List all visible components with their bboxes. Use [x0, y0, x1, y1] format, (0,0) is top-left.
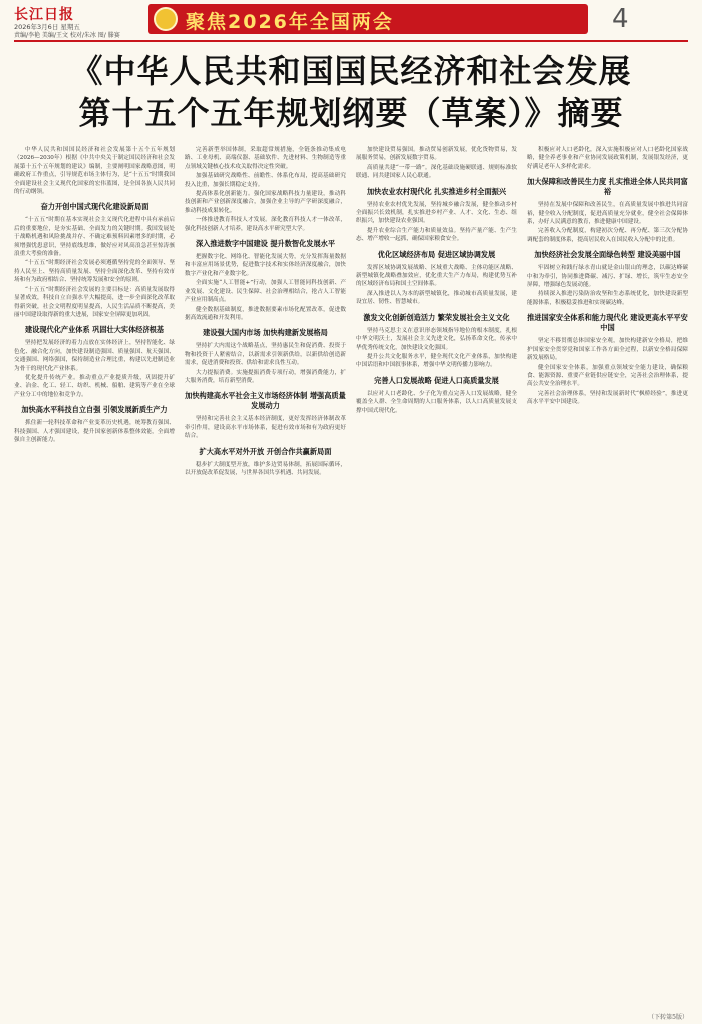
- section-heading: 建设现代化产业体系 巩固壮大实体经济根基: [24, 325, 165, 335]
- section-heading: 激发文化创新创造活力 繁荣发展社会主义文化: [363, 312, 510, 322]
- section-heading: 深入推进数字中国建设 提升数智化发展水平: [195, 239, 336, 249]
- paragraph: 一体推进教育科技人才发展。深化教育科技人才一体改革，强化科技创新人才培养，建设高水平研究型大学。: [185, 217, 346, 232]
- paragraph: 持续深入推进污染防治攻坚和生态系统优化，加快建设新型能源体系，积极稳妥推进和实现碳达峰。: [527, 291, 688, 306]
- article-column: [185, 146, 346, 1012]
- section-heading: 完善人口发展战略 促进人口高质量发展: [374, 375, 499, 385]
- paragraph: 提升农业综合生产能力和质量效益。坚持产量产能、生产生态、增产增收一起抓，确保国家粮食安全。: [356, 227, 517, 243]
- headline-line-1: 《中华人民共和国国民经济和社会发展: [70, 52, 632, 90]
- paragraph: 坚持在发展中保障和改善民生，在高质量发展中推进共同富裕，健全收入分配制度，促进高质量充分就业，健全社会保障体系，办好人民满意的教育，推进健康中国建设。: [527, 202, 688, 226]
- paragraph: 全面实施“人工智能+”行动，加强人工智能同科技创新、产业发展、文化建设、民生保障、社会治理相结合，抢占人工智能产业应用制高点。: [185, 280, 346, 304]
- paragraph: “十五五”时期在基本实现社会主义现代化进程中具有承前启后的重要地位，是夯实基础、全面发力的关键时期。我国发展处于战略机遇和风险挑战并存、不确定难预料因素增多的时期，必须增强忧患意识，坚持底线思维，做好应对风高浪急甚至惊涛骇浪重大考验的准备。: [14, 217, 175, 258]
- paragraph: 抓住新一轮科技革命和产业变革历史机遇，统筹教育强国、科技强国、人才强国建设，提升国家创新体系整体效能，全面增强自主创新能力。: [14, 420, 175, 443]
- section-heading: 加快农业农村现代化 扎实推进乡村全面振兴: [366, 186, 507, 196]
- paragraph: 稳步扩大制度型开放，维护多边贸易体制，拓展国际循环，以开放促改革促发展，与世界各国共享机遇、共同发展。: [185, 461, 346, 476]
- paragraph: 健全国家安全体系，加强重点领域安全能力建设，确保粮食、能源资源、重要产业链供应链安全，完善社会治理体系，提高公共安全治理水平。: [527, 364, 688, 388]
- topic-banner: [148, 4, 588, 34]
- header-rule: [14, 40, 688, 42]
- paragraph: 完善社会治理体系，坚持和发展新时代“枫桥经验”，推进更高水平平安中国建设。: [527, 390, 688, 406]
- paragraph: 坚持扩大内需这个战略基点，坚持惠民生和促消费、投资于物和投资于人紧密结合，以新需求引领新供给，以新供给创造新需求，促进消费和投资、供给和需求良性互动。: [185, 343, 346, 367]
- paragraph: 大力提振消费。实施提振消费专项行动，增强消费能力，扩大服务消费，培育新型消费。: [185, 369, 346, 384]
- paragraph: 完善新型举国体制，采取超常规措施，全链条推动集成电路、工业母机、高端仪器、基础软件、先进材料、生物制造等重点领域关键核心技术攻关取得决定性突破。: [185, 147, 346, 170]
- newspaper-logo: 长江日报: [14, 7, 74, 23]
- paragraph: 以应对人口老龄化、少子化为重点完善人口发展战略，健全覆盖全人群、全生命周期的人口服务体系，以人口高质量发展支撑中国式现代化。: [356, 390, 517, 414]
- paragraph: 把握数字化、网络化、智能化发展大势，充分发挥海量数据和丰富应用场景优势，促进数字技术和实体经济深度融合，加快数字产业化和产业数字化。: [185, 254, 346, 277]
- page-number: 4: [612, 4, 629, 34]
- paragraph: “十五五”时期经济社会发展的主要目标是：高质量发展取得显著成效，科技自立自强水平大幅提高，进一步全面深化改革取得新突破，社会文明程度明显提高，人民生活品质不断提高，美丽中国建设取得新的重大进展，国家安全屏障更加巩固。: [14, 286, 175, 318]
- banner-title: 聚焦2026年全国两会: [186, 11, 394, 33]
- section-heading: 优化区域经济布局 促进区域协调发展: [377, 249, 496, 259]
- paragraph: 高质量共建“一带一路”。深化基础设施硬联通、规则标准软联通、同共建国家人民心联通。: [356, 164, 517, 180]
- headline-line-2: 第十五个五年规划纲要（草案）》摘要: [78, 94, 624, 132]
- section-heading: 加快高水平科技自立自强 引领发展新质生产力: [21, 405, 168, 415]
- headline: [14, 50, 688, 134]
- paragraph: 牢固树立和践行绿水青山就是金山银山的理念，以碳达峰碳中和为牵引，协同推进降碳、减污、扩绿、增长，筑牢生态安全屏障，增强绿色发展动能。: [527, 265, 688, 289]
- paragraph: 坚定不移贯彻总体国家安全观，加快构建新安全格局，把维护国家安全贯穿党和国家工作各方面全过程，以新安全格局保障新发展格局。: [527, 338, 688, 362]
- editor-line: 责编/李艳 美编/王文 校对/朱冰 图/ 滕赛: [14, 32, 120, 39]
- paragraph: 提升公共文化服务水平，健全现代文化产业体系，加快构建中国话语和中国叙事体系，增强中华文明传播力影响力。: [356, 353, 517, 369]
- article-column: [356, 146, 517, 1012]
- section-heading: 加大保障和改善民生力度 扎实推进全体人民共同富裕: [527, 177, 688, 197]
- section-heading: 推进国家安全体系和能力现代化 建设更高水平平安中国: [527, 313, 688, 333]
- section-heading: 加快经济社会发展全面绿色转型 建设美丽中国: [534, 250, 681, 260]
- paragraph: 健全数据基础制度，推进数据要素市场化配置改革，促进数据高效流通和开发利用。: [185, 306, 346, 321]
- paragraph: “十五五”时期经济社会发展必须遵循坚持党的全面领导、坚持人民至上、坚持高质量发展、坚持全面深化改革、坚持有效市场和有为政府相结合、坚持统筹发展和安全的原则。: [14, 260, 175, 284]
- date-line: 2026年3月6日 星期五: [14, 23, 80, 31]
- paragraph: 中华人民共和国国民经济和社会发展第十五个五年规划（2026—2030年）根据《中共中央关于制定国民经济和社会发展第十五个五年规划的建议》编制，主要阐明国家战略意图，明确政府工作重点，引导规范市场主体行为，是“十五五”时期我国全面建设社会主义现代化国家的宏伟蓝图，是全国各族人民共同的行动纲领。: [14, 147, 175, 196]
- paragraph: 发挥区域协调发展战略、区域重大战略、主体功能区战略、新型城镇化战略叠加效应，优化重大生产力布局，构建优势互补的区域经济布局和国土空间体系。: [356, 264, 517, 288]
- continuation-note: （下转第5版）: [648, 1014, 688, 1021]
- paragraph: 坚持和完善社会主义基本经济制度，更好发挥经济体制改革牵引作用，建设高水平市场体系，促进有效市场和有为政府更好结合。: [185, 416, 346, 440]
- paragraph: 加快建设贸易强国。推动贸易创新发展，优化货物贸易，发展服务贸易，创新发展数字贸易。: [356, 147, 517, 162]
- paragraph: 提高体系化创新能力。强化国家战略科技力量建设，推动科技创新和产业创新深度融合，加强企业主导的产学研深度融合，推动科技成果转化。: [185, 191, 346, 214]
- section-heading: 建设强大国内市场 加快构建新发展格局: [203, 328, 328, 338]
- paragraph: 积极应对人口老龄化，深入实施积极应对人口老龄化国家战略，健全养老事业和产业协同发展政策机制，发展银发经济，更好满足老年人多样化需求。: [527, 147, 688, 170]
- paragraph: 坚持农业农村优先发展，坚持城乡融合发展，健全推动乡村全面振兴长效机制，扎实推进乡村产业、人才、文化、生态、组织振兴，加快建设农业强国。: [356, 201, 517, 225]
- emblem-icon: [154, 7, 178, 31]
- article-column: [14, 146, 175, 1012]
- paragraph: 深入推进以人为本的新型城镇化，推动城市高质量发展，建设宜居、韧性、智慧城市。: [356, 290, 517, 306]
- paragraph: 加强基础研究战略性、前瞻性、体系化布局，提高基础研究投入比重，加强长期稳定支持。: [185, 173, 346, 188]
- article-column: [527, 146, 688, 1012]
- paragraph: 坚持把发展经济的着力点放在实体经济上，坚持智能化、绿色化、融合化方向，加快建设制造强国、质量强国、航天强国、交通强国、网络强国，保持制造业合理比重，构建以先进制造业为骨干的现代化产业体系。: [14, 340, 175, 372]
- section-heading: 扩大高水平对外开放 开创合作共赢新局面: [199, 446, 332, 456]
- article-columns: [14, 146, 688, 1012]
- paragraph: 坚持马克思主义在意识形态领域指导地位的根本制度，扎根中华文明沃土，发展社会主义先进文化，弘扬革命文化，传承中华优秀传统文化，加快建设文化强国。: [356, 327, 517, 351]
- section-heading: 奋力开创中国式现代化建设新局面: [40, 202, 149, 212]
- section-heading: 加快构建高水平社会主义市场经济体制 增强高质量发展动力: [185, 391, 346, 411]
- paragraph: 完善收入分配制度，构建初次分配、再分配、第三次分配协调配套的制度体系，提高居民收入在国民收入分配中的比重。: [527, 228, 688, 243]
- paragraph: 优化提升传统产业。推动重点产业提质升级，巩固提升矿业、冶金、化工、轻工、纺织、机械、船舶、建筑等产业在全球产业分工中的地位和竞争力。: [14, 374, 175, 398]
- masthead: [0, 0, 702, 40]
